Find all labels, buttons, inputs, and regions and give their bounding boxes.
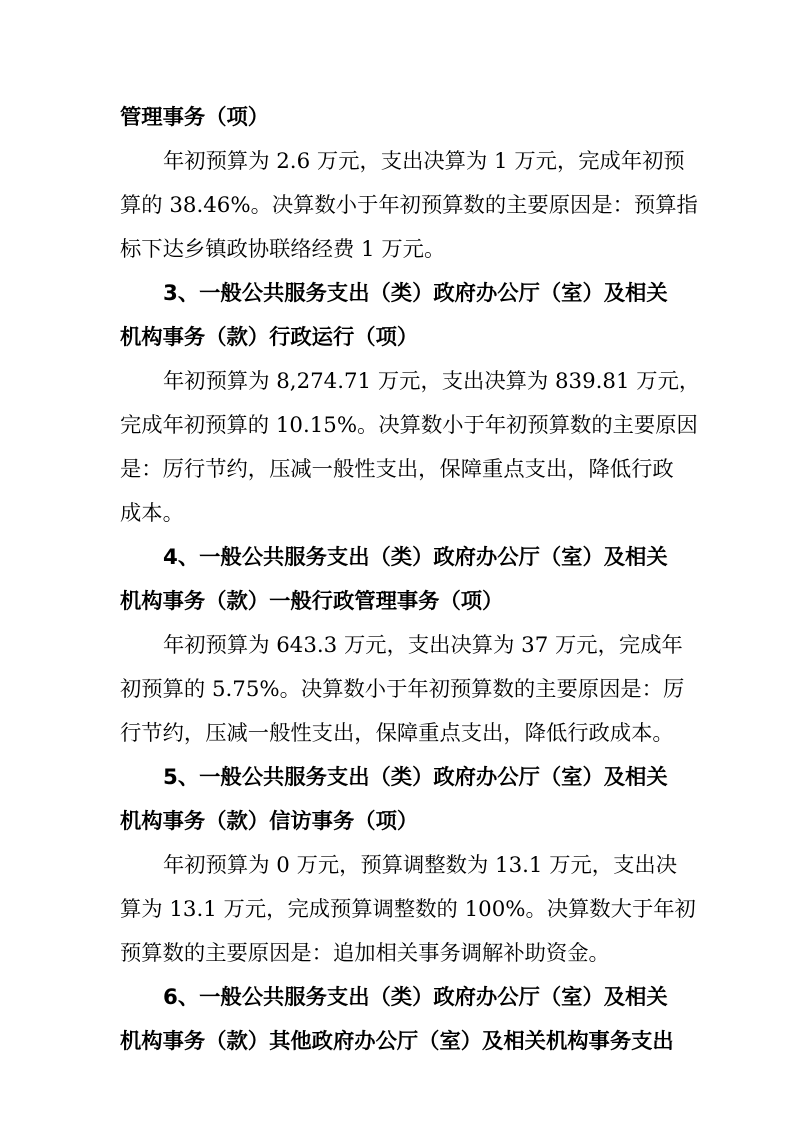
- paragraph-text: 成本。: [120, 501, 184, 526]
- section-heading-text: 机构事务（款）一般行政管理事务（项）: [120, 589, 504, 614]
- section-heading-text: 机构事务（款）信访事务（项）: [120, 809, 419, 834]
- section-heading-text: 3、一般公共服务支出（类）政府办公厅（室）及相关: [163, 281, 668, 306]
- paragraph-text: 完成年初预算的 10.15%。决算数小于年初预算数的主要原因: [120, 413, 698, 438]
- paragraph-text: 初预算的 5.75%。决算数小于年初预算数的主要原因是：厉: [120, 677, 685, 702]
- section-heading-text: 4、一般公共服务支出（类）政府办公厅（室）及相关: [163, 545, 668, 570]
- paragraph-text: 是：厉行节约，压减一般性支出，保障重点支出，降低行政: [120, 457, 674, 482]
- heading-text: 管理事务（项）: [120, 105, 270, 130]
- paragraph-text: 算为 13.1 万元，完成预算调整数的 100%。决算数大于年初: [120, 897, 696, 922]
- paragraph-text: 算的 38.46%。决算数小于年初预算数的主要原因是：预算指: [120, 193, 698, 218]
- section-heading-text: 机构事务（款）行政运行（项）: [120, 325, 419, 350]
- paragraph-text: 行节约，压减一般性支出，保障重点支出，降低行政成本。: [120, 721, 674, 746]
- paragraph-text: 标下达乡镇政协联络经费 1 万元。: [120, 237, 446, 262]
- section-heading-text: 5、一般公共服务支出（类）政府办公厅（室）及相关: [163, 765, 668, 790]
- paragraph-text: 年初预算为 0 万元，预算调整数为 13.1 万元，支出决: [163, 853, 677, 878]
- section-heading-text: 6、一般公共服务支出（类）政府办公厅（室）及相关: [163, 985, 668, 1010]
- paragraph-text: 年初预算为 643.3 万元，支出决算为 37 万元，完成年: [163, 633, 683, 658]
- paragraph-text: 预算数的主要原因是：追加相关事务调解补助资金。: [120, 941, 610, 966]
- section-heading-text: 机构事务（款）其他政府办公厅（室）及相关机构事务支出: [120, 1029, 674, 1054]
- paragraph-text: 年初预算为 2.6 万元，支出决算为 1 万元，完成年初预: [163, 149, 685, 174]
- paragraph-text: 年初预算为 8,274.71 万元，支出决算为 839.81 万元，: [163, 369, 701, 394]
